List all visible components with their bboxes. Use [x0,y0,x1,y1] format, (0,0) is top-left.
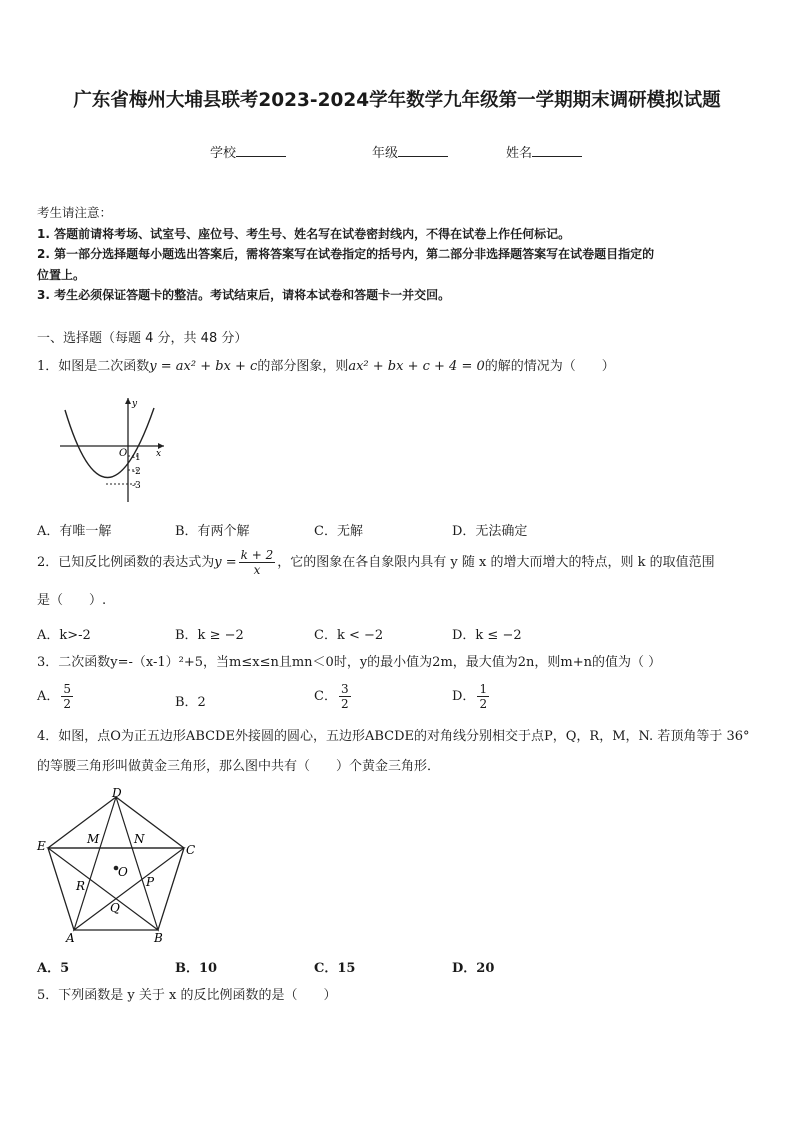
q4-pentagon-figure [34,784,204,946]
q1-label-x: x [156,449,162,459]
question-3: 3．二次函数y=-（x-1）²+5，当m≤x≤n且mn＜0时，y的最小值为2m，最大值为2n，则m+n的值为（ ） [37,655,662,670]
q1-label-o: O [119,448,128,459]
section-heading: 一、选择题（每题 4 分，共 48 分） [37,331,248,346]
question-2-line2: 是（ ）. [37,593,107,608]
q1-mid: 的部分图象，则 [257,359,349,374]
q3-option-a-frac [61,682,73,711]
q2-option-d[interactable]: D．k ≤ −2 [452,628,522,643]
q3-option-b[interactable]: B．2 [175,695,206,710]
school-label: 学校 [210,146,237,161]
q1-option-a[interactable]: A．有唯一解 [37,524,112,539]
grade-blank[interactable] [398,144,448,157]
q4-label-b: B [154,931,163,945]
q1-post: 的解的情况为（ ） [484,359,615,374]
q2-numerator: k + 2 [240,548,274,562]
q4-label-a: A [66,931,75,945]
q4-label-e: E [37,839,46,853]
q2-post: ，它的图象在各自象限内具有 y 随 x 的增大而增大的特点，则 k 的取值范围 [277,555,715,570]
q3-option-d-frac [477,682,489,711]
q4-label-p: P [146,875,155,889]
notice-item-3: 3. 考生必须保证答题卡的整洁。考试结束后，请将本试卷和答题卡一并交回。 [37,288,451,302]
q1-label-neg2: -2 [132,467,141,477]
q4-option-d[interactable]: D．20 [452,961,495,976]
q4-label-o: O [118,865,128,879]
grade-field[interactable] [372,142,448,161]
school-field[interactable] [210,142,286,161]
q3-option-a-label: A． [37,689,60,704]
q2-fraction [239,548,276,577]
q3-option-c-frac [339,682,351,711]
q3-option-c[interactable] [314,682,353,711]
q3-option-c-num: 3 [340,682,349,696]
q2-pre: 2．已知反比例函数的表达式为 [37,555,215,570]
q1-pre: 1．如图是二次函数 [37,359,150,374]
q4-label-r: R [76,879,86,893]
q2-option-c[interactable]: C．k < −2 [314,628,384,643]
q1-label-y: y [132,399,138,409]
q1-option-c[interactable]: C．无解 [314,524,363,539]
q3-option-a-num: 5 [63,682,72,696]
q4-label-n: N [134,832,145,846]
page-title: 广东省梅州大埔县联考2023-2024学年数学九年级第一学期期末调研模拟试题 [73,90,721,111]
q4-option-a[interactable]: A．5 [37,961,70,976]
q1-option-d[interactable]: D．无法确定 [452,524,528,539]
q4-label-c: C [186,843,196,857]
exam-notice [37,203,767,306]
q3-option-c-den: 2 [340,697,349,711]
notice-item-1: 1. 答题前请将考场、试室号、座位号、考生号、姓名写在试卷密封线内，不得在试卷上作任何标记。 [37,226,571,241]
question-4-line2: 的等腰三角形叫做黄金三角形，那么图中共有（ ）个黄金三角形． [37,759,441,774]
q1-y-arrow [125,398,131,404]
q2-option-a[interactable]: A．k>-2 [37,628,91,643]
q3-option-a-den: 2 [63,697,72,711]
grade-label: 年级 [372,146,399,161]
q2-denominator: x [253,563,261,577]
name-field[interactable] [506,142,582,161]
q4-option-c[interactable]: C．15 [314,961,356,976]
q4-label-m: M [87,832,100,846]
q3-option-d[interactable] [452,682,491,711]
q2-y: y = [214,555,237,570]
notice-item-2-cont: 位置上。 [37,267,86,282]
q1-option-b[interactable]: B．有两个解 [175,524,250,539]
name-label: 姓名 [506,146,533,161]
q1-func: y = ax² + bx + c [149,359,258,374]
question-2 [37,548,767,577]
question-4-line1: 4．如图，点O为正五边形ABCDE外接圆的圆心，五边形ABCDE的对角线分别相交于点P，Q，R，M，N. 若顶角等于 36° [37,729,750,744]
q1-eq: ax² + bx + c + 4 = 0 [348,359,485,374]
q1-label-neg3: -3 [132,481,141,491]
q3-option-a[interactable] [37,682,75,711]
q4-label-q: Q [110,901,120,915]
notice-head: 考生请注意： [37,205,113,220]
notice-item-2: 2. 第一部分选择题每小题选出答案后，需将答案写在试卷指定的括号内，第二部分非选择题答案写在试卷题目指定的 [37,247,655,261]
q3-option-d-den: 2 [479,697,488,711]
q3-option-c-label: C． [314,689,337,704]
q1-label-neg1: -1 [132,453,141,463]
school-blank[interactable] [236,144,286,157]
q4-label-d: D [112,786,122,800]
q1-parabola-figure [58,394,170,504]
name-blank[interactable] [532,144,582,157]
question-1 [37,356,767,378]
q3-option-d-label: D． [452,689,476,704]
q2-option-b[interactable]: B．k ≥ −2 [175,628,244,643]
q4-option-b[interactable]: B．10 [175,961,218,976]
q3-option-d-num: 1 [479,682,488,696]
question-5: 5．下列函数是 y 关于 x 的反比例函数的是（ ） [37,988,337,1003]
